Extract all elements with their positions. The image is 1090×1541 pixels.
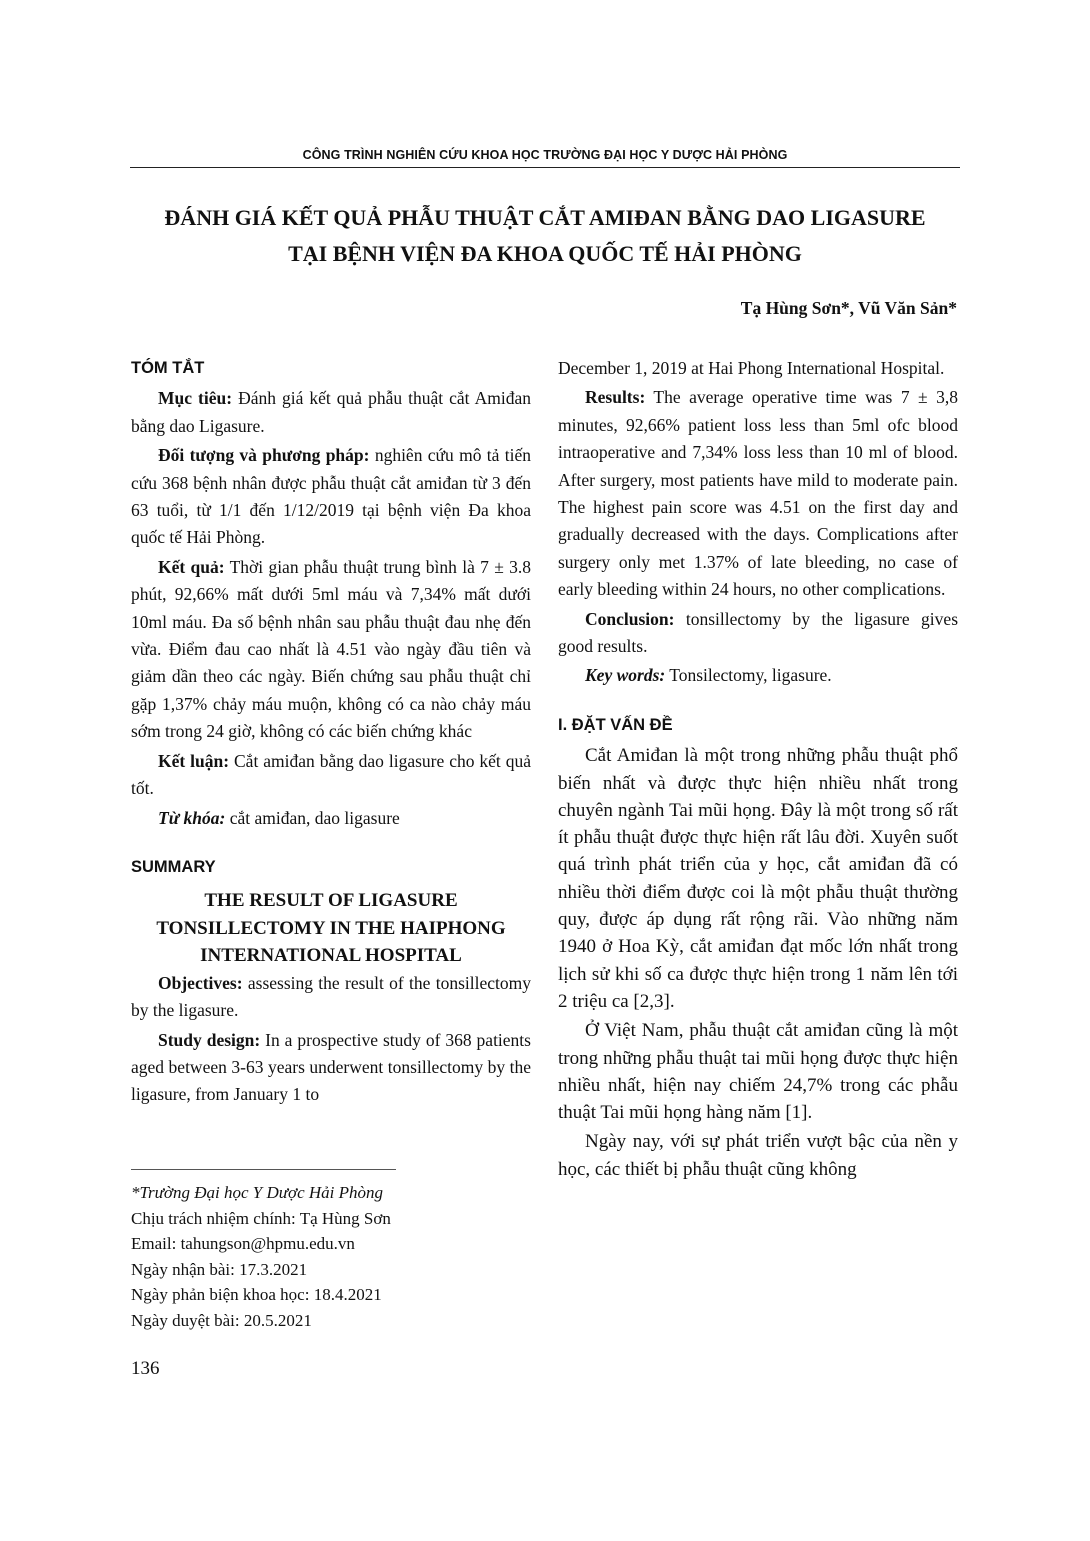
authors: Tạ Hùng Sơn*, Vũ Văn Sản* bbox=[740, 298, 957, 318]
section-1-paragraph-3: Ngày nay, với sự phát triển vượt bậc của nền y học, các thiết bị phẫu thuật cũng không bbox=[558, 1131, 958, 1180]
methods-label: Đối tượng và phương pháp: bbox=[158, 445, 370, 466]
page-number: 136 bbox=[131, 1358, 160, 1379]
footnote-affiliation: *Trường Đại học Y Dược Hải Phòng bbox=[131, 1183, 384, 1202]
section-1-heading: I. ĐẶT VẤN ĐỀ bbox=[558, 715, 673, 734]
footnote-rule bbox=[131, 1169, 396, 1170]
summary-conclusion-text: tonsillectomy by the ligasure gives good results. bbox=[558, 608, 958, 657]
conclusion-text: Cắt amiđan bằng dao ligasure cho kết quả tốt. bbox=[131, 750, 531, 799]
design-text: In a prospective study of 368 patients aged between 3-63 years underwent tonsillectomy by the ligasure, from January 1 to bbox=[131, 1029, 531, 1105]
section-1-paragraph-2: Ở Việt Nam, phẫu thuật cắt amiđan cũng là một trong những phẫu thuật tai mũi họng được thực hiện nhiều nhất, hiện nay chiếm 24,7% trong các phẫu thuật Tai mũi họng hàng năm [1]. bbox=[558, 1020, 958, 1124]
conclusion-label: Kết luận: bbox=[158, 750, 230, 771]
left-column bbox=[131, 355, 531, 1111]
article-title bbox=[110, 200, 980, 272]
objective-text: Đánh giá kết quả phẫu thuật cắt Amiđan bằng dao Ligasure. bbox=[131, 388, 531, 436]
objectives-text: assessing the result of the tonsillectomy by the ligasure. bbox=[131, 972, 531, 1021]
footnote-accepted: Ngày duyệt bài: 20.5.2021 bbox=[131, 1310, 312, 1330]
abstract-vi-heading: TÓM TẮT bbox=[131, 359, 205, 377]
running-header: CÔNG TRÌNH NGHIÊN CỨU KHOA HỌC TRƯỜNG ĐẠI HỌC Y DƯỢC HẢI PHÒNG bbox=[302, 148, 788, 162]
summary-keywords bbox=[558, 662, 958, 689]
title-line-1: ĐÁNH GIÁ KẾT QUẢ PHẪU THUẬT CẮT AMIĐAN BẰNG DAO LIGASURE bbox=[164, 205, 926, 230]
abstract-vi-objective bbox=[131, 385, 531, 440]
results-label: Kết quả: bbox=[158, 556, 225, 577]
summary-results bbox=[558, 384, 958, 603]
summary-results-text: The average operative time was 7 ± 3,8 minutes, 92,66% patient loss less than 5ml ofc blood intraoperative and 7,34% loss less than 10 ml of blood. After surgery, most patients have mild to moderate pain. The highest pain score was 4.51 on the first day and gradually decreased with the days. Complications after surgery only met 1.37% of late bleeding, no case of early bleeding within 24 hours, no other complications. bbox=[558, 387, 958, 600]
summary-conclusion bbox=[558, 606, 958, 661]
abstract-vi-methods bbox=[131, 442, 531, 552]
objectives-label: Objectives: bbox=[158, 972, 243, 993]
summary-title: THE RESULT OF LIGASURE TONSILLECTOMY IN THE HAIPHONG INTERNATIONAL HOSPITAL bbox=[156, 890, 506, 967]
summary-keywords-label: Key words: bbox=[585, 665, 666, 686]
right-column bbox=[558, 355, 958, 1185]
footnotes bbox=[131, 1180, 531, 1333]
footnote-received: Ngày nhận bài: 17.3.2021 bbox=[131, 1259, 308, 1279]
summary-keywords-text: Tonsilectomy, ligasure. bbox=[665, 665, 832, 686]
section-1 bbox=[558, 712, 958, 1183]
header-rule bbox=[130, 167, 960, 168]
summary-results-label: Results: bbox=[585, 387, 646, 408]
footnote-responsible: Chịu trách nhiệm chính: Tạ Hùng Sơn bbox=[131, 1208, 391, 1228]
summary-design-continued: December 1, 2019 at Hai Phong International Hospital. bbox=[558, 358, 945, 378]
results-text: Thời gian phẫu thuật trung bình là 7 ± 3.8 phút, 92,66% mất dưới 5ml máu và 7,34% mất dưới 10ml máu. Đa số bệnh nhân sau phẫu thuật đau nhẹ đến vừa. Điểm đau cao nhất là 4.51 vào ngày đầu tiên và giảm dần theo các ngày. Biến chứng sau phẫu thuật chỉ gặp 1,37% chảy máu muộn, không có ca nào chảy máu sớm trong 24 giờ, không có các biến chứng khác bbox=[131, 556, 532, 742]
keywords-text: cắt amiđan, dao ligasure bbox=[225, 807, 400, 828]
summary-heading: SUMMARY bbox=[131, 857, 216, 876]
abstract-vi-keywords bbox=[131, 805, 531, 832]
objective-label: Mục tiêu: bbox=[158, 388, 233, 409]
summary-objectives bbox=[131, 970, 531, 1025]
abstract-vi-results bbox=[131, 554, 531, 746]
design-label: Study design: bbox=[158, 1029, 261, 1050]
summary-conclusion-label: Conclusion: bbox=[585, 608, 675, 629]
section-1-paragraph-1: Cắt Amiđan là một trong những phẫu thuật phổ biến nhất và được thực hiện nhiều nhất trong chuyên ngành Tai mũi họng. Đây là một trong số rất ít phẫu thuật được thực hiện rất lâu đời. Xuyên suốt quá trình phát triển của y học, cắt amiđan đã có nhiều thời điểm được coi là một phẫu thuật thường quy, được áp dụng rất rộng rãi. Vào những năm 1940 ở Hoa Kỳ, cắt amiđan đạt mốc lớn nhất trong lịch sử khi số ca được thực hiện trong 1 năm lên tới 2 triệu ca [2,3]. bbox=[558, 745, 958, 1012]
abstract-vi-conclusion bbox=[131, 748, 531, 803]
keywords-label: Từ khóa: bbox=[158, 807, 226, 828]
footnote-reviewed: Ngày phản biện khoa học: 18.4.2021 bbox=[131, 1285, 382, 1304]
methods-text: nghiên cứu mô tả tiến cứu 368 bệnh nhân được phẫu thuật cắt amiđan từ 3 đến 63 tuổi, từ 1/1 đến 1/12/2019 tại bệnh viện Đa khoa quốc tế Hải Phòng. bbox=[131, 445, 531, 548]
footnote-email: Email: tahungson@hpmu.edu.vn bbox=[131, 1234, 355, 1253]
title-line-2: TẠI BỆNH VIỆN ĐA KHOA QUỐC TẾ HẢI PHÒNG bbox=[288, 241, 802, 266]
summary-design bbox=[131, 1027, 531, 1109]
